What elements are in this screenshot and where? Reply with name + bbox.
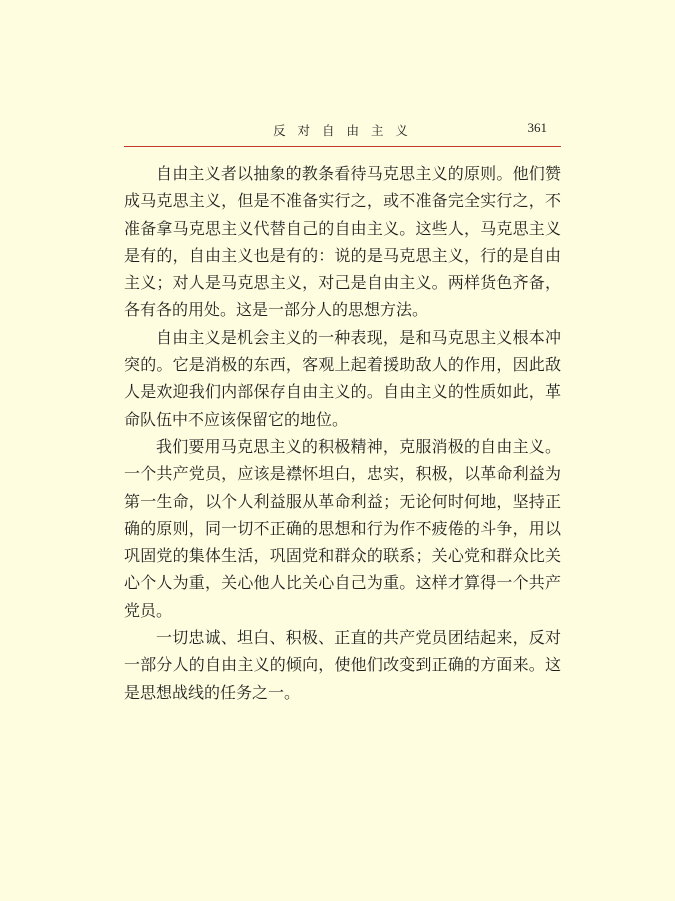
paragraph-3: 我们要用马克思主义的积极精神，克服消极的自由主义。一个共产党员，应该是襟怀坦白，忠实，积极，以革命利益为第一生命，以个人利益服从革命利益；无论何时何地，坚持正确的原则，同一切不正确的思想和行为作不疲倦的斗争，用以巩固党的集体生活，巩固党和群众的联系；关心党和群众比关心个人为重，关心他人比关心自己为重。这样才算得一个共产党员。 (124, 436, 561, 620)
header-title: 反 对 自 由 主 义 (273, 123, 412, 138)
paragraph-2: 自由主义是机会主义的一种表现，是和马克思主义根本冲突的。它是消极的东西，客观上起着援助敌人的作用，因此敌人是欢迎我们内部保存自由主义的。自由主义的性质如此，革命队伍中不应该保留它的地位。 (124, 327, 561, 429)
page-number: 361 (527, 120, 547, 135)
running-header (124, 116, 561, 147)
body-text (124, 160, 561, 706)
paragraph-4: 一切忠诚、坦白、积极、正直的共产党员团结起来，反对一部分人的自由主义的倾向，使他们改变到正确的方面来。这是思想战线的任务之一。 (124, 628, 561, 702)
paragraph-1: 自由主义者以抽象的教条看待马克思主义的原则。他们赞成马克思主义，但是不准备实行之，或不准备完全实行之，不准备拿马克思主义代替自己的自由主义。这些人，马克思主义是有的，自由主义也是有的：说的是马克思主义，行的是自由主义；对人是马克思主义，对己是自由主义。两样货色齐备，各有各的用处。这是一部分人的思想方法。 (124, 164, 561, 320)
